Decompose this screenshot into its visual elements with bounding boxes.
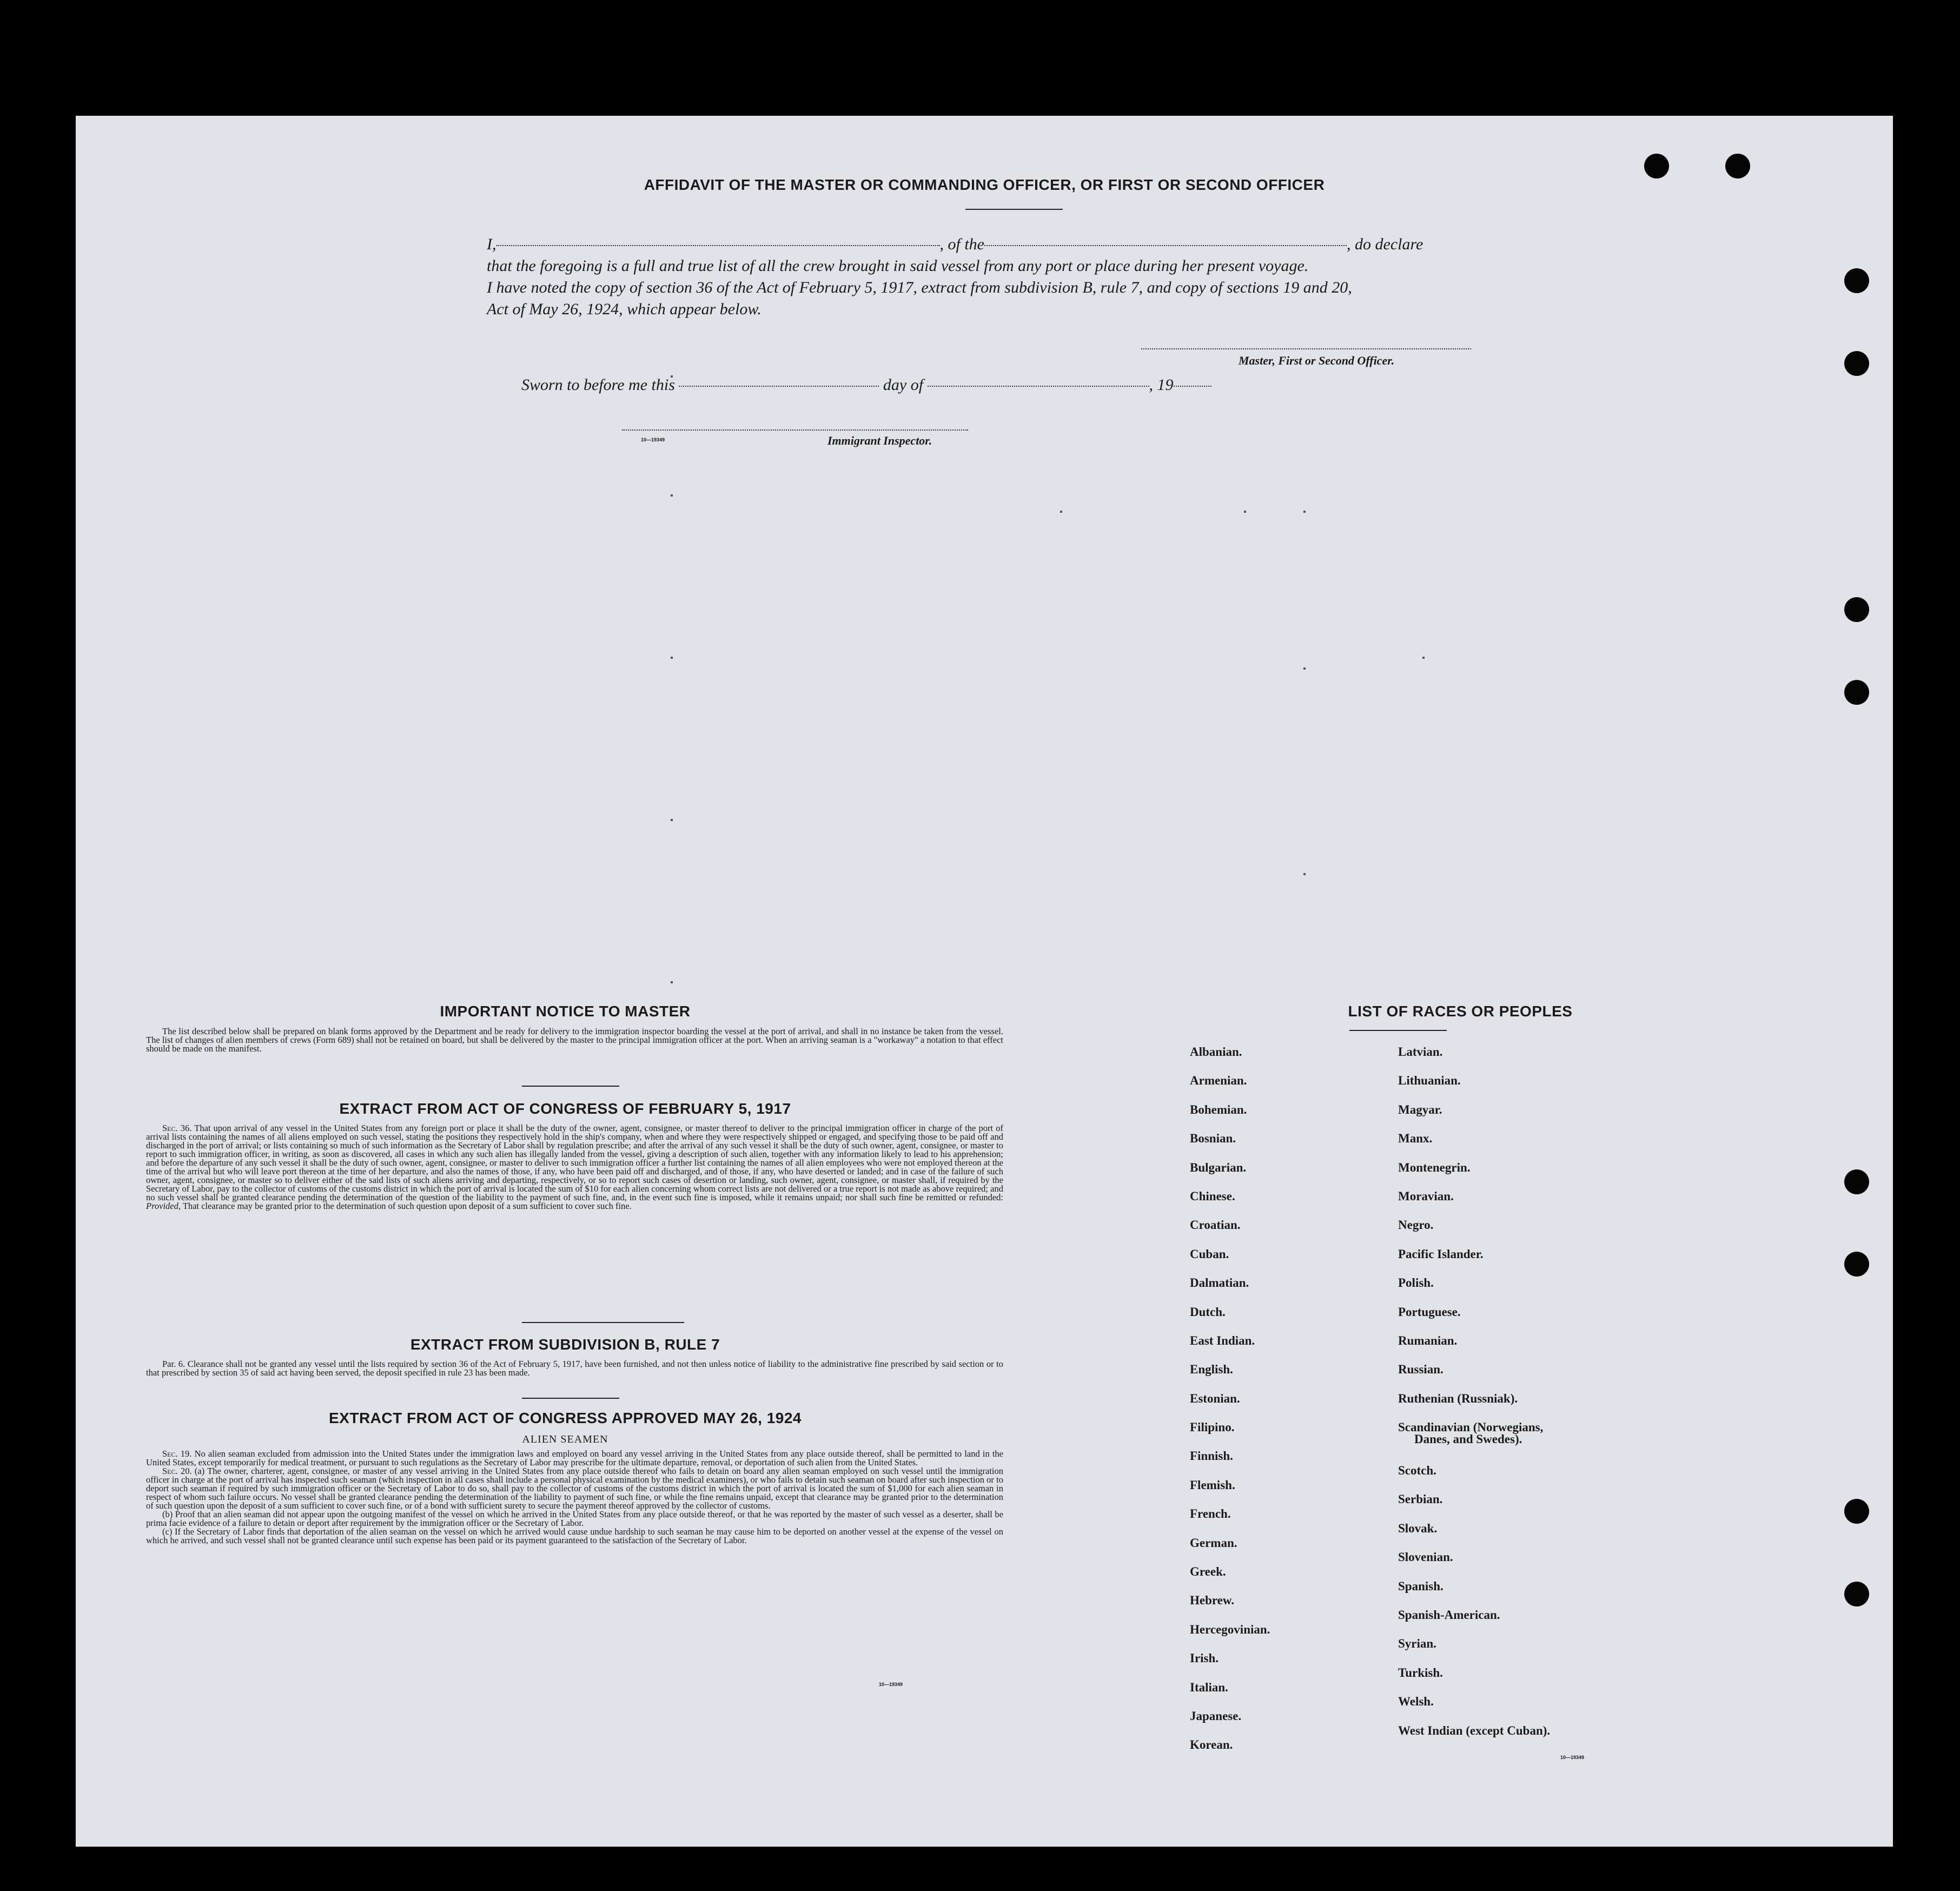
race-item [1398,1392,1550,1420]
race-label: Ruthenian (Russniak). [1398,1391,1518,1405]
race-item [1398,1522,1550,1550]
alien-seamen-subtitle: ALIEN SEAMEN [522,1433,608,1445]
race-label: Slovak. [1398,1521,1438,1535]
race-label: Albanian. [1190,1045,1242,1059]
sec-36-label: Sec. 36. [162,1123,192,1133]
extract-1924-title: EXTRACT FROM ACT OF CONGRESS APPROVED MAY 26, 1924 [329,1410,802,1426]
race-item [1190,1276,1270,1305]
sworn-day-of: day of [883,376,924,394]
race-label: Pacific Islander. [1398,1247,1484,1261]
race-item [1398,1276,1550,1305]
races-title-underline [1349,1030,1447,1031]
race-label: Bohemian. [1190,1102,1247,1116]
race-item [1190,1247,1270,1276]
scan-speck [1303,667,1306,670]
race-item [1398,1550,1550,1579]
extract-1924-text [146,1450,1003,1545]
punch-hole [1844,1169,1869,1194]
race-item [1398,1464,1550,1492]
race-item [1190,1161,1270,1189]
race-item [1190,1420,1270,1449]
race-label: Italian. [1190,1680,1228,1694]
punch-hole [1844,1252,1869,1277]
race-item [1398,1103,1550,1132]
race-item [1398,1305,1550,1334]
race-item [1398,1161,1550,1189]
scan-speck [671,494,673,497]
race-item [1190,1449,1270,1478]
race-item [1190,1363,1270,1391]
race-item [1398,1045,1550,1074]
scan-speck [1303,511,1306,513]
extract-1917-text [146,1124,1003,1211]
races-right-column [1398,1045,1550,1753]
race-label: Dutch. [1190,1305,1226,1319]
race-item [1190,1045,1270,1074]
scan-speck [1303,873,1306,875]
affidavit-line-4: Act of May 26, 1924, which appear below. [487,300,762,318]
race-label: Serbian. [1398,1492,1443,1506]
race-label: Rumanian. [1398,1333,1458,1347]
race-label: Armenian. [1190,1074,1247,1088]
race-label: Cuban. [1190,1247,1229,1261]
sec-19-label: Sec. 19. [162,1449,192,1459]
sec-36-text: That upon arrival of any vessel in the United States from any foreign port or place it shall be the duty of the owner, agent, consignee, or master thereof to deliver to the principal immigration officer in charge of the port of arrival lists containing the names of all aliens employed on such vessel, stating the positions they respectively hold in the ship's company, when and where they were respectively shipped or engaged, and specifying those to be paid off and discharged in the port of arrival; or lists containing so much of such information as the Secretary of Labor shall by regulation prescribe; and after the arrival of any such vessel it shall be the duty of such owner, agent, consignee, or master to report to such immigration officer, in writing, as soon as discovered, all cases in which any such alien has illegally landed from the vessel, giving a description of such alien, together with any information likely to lead to his apprehension; and before the departure of any such vessel it shall be the duty of such owner, agent, consignee, or master to deliver to such immigration officer a further list containing the names of all alien employees who were not employed thereon at the time of the arrival but who will leave port thereon at the time of her departure, and also the names of those, if any, who have been paid off and discharged, and of those, if any, who have deserted or landed; and in case of the failure of such owner, agent, consignee, or master so to deliver either of the said lists of such aliens arriving and departing, respectively, or so to report such cases of desertion or landing, such owner, agent, consignee, or master shall, if required by the Secretary of Labor, pay to the collector of customs of the customs district in which the port of arrival is located the sum of $10 for each alien concerning whom correct lists are not delivered or a true report is not made as above required; and no such vessel shall be granted clearance pending the determination of the question of the liability to the payment of such fine, and, in the event such fine is imposed, while it remains unpaid; nor shall such fine be remitted or refunded: [146,1123,1003,1202]
race-item [1190,1681,1270,1709]
race-label: Hercegovinian. [1190,1622,1270,1636]
divider [522,1398,619,1399]
race-item [1398,1724,1550,1753]
race-item [1398,1637,1550,1665]
form-number: 10—19349 [879,1682,903,1687]
race-label: Dalmatian. [1190,1276,1249,1290]
proviso-label: Provided, [146,1201,181,1211]
races-left-column [1190,1045,1270,1767]
scan-speck [671,981,673,983]
race-item [1398,1189,1550,1218]
sec-20-label: Sec. 20. [162,1466,192,1476]
inspector-caption: Immigrant Inspector. [827,434,932,447]
race-item [1190,1392,1270,1420]
punch-hole [1644,154,1669,178]
punch-hole [1844,597,1869,622]
scan-speck [1060,511,1062,513]
subdivision-b-title: EXTRACT FROM SUBDIVISION B, RULE 7 [410,1336,720,1353]
race-label: West Indian (except Cuban). [1398,1723,1551,1737]
inspector-signature-line [622,429,968,431]
affidavit-line-1 [487,234,1423,255]
punch-hole [1844,351,1869,376]
race-label: Korean. [1190,1738,1233,1752]
race-item [1398,1695,1550,1723]
race-label: East Indian. [1190,1333,1255,1347]
race-label: Greek. [1190,1565,1226,1579]
race-label: Montenegrin. [1398,1160,1471,1174]
sworn-line [521,374,1211,396]
title-underline [965,209,1063,210]
race-item [1398,1579,1550,1608]
scan-speck [1244,511,1246,513]
race-label: Irish. [1190,1651,1219,1665]
subdivision-b-text [146,1360,1003,1377]
race-label: Bosnian. [1190,1132,1236,1146]
signature-line [1141,348,1471,349]
race-label: French. [1190,1507,1231,1521]
race-label: Magyar. [1398,1102,1442,1116]
race-item [1398,1492,1550,1521]
race-item [1190,1132,1270,1160]
race-item [1398,1218,1550,1247]
race-item [1190,1189,1270,1218]
race-item [1398,1132,1550,1160]
race-label: Spanish-American. [1398,1608,1500,1622]
race-label: Syrian. [1398,1637,1436,1651]
race-item [1398,1363,1550,1391]
affidavit-title: AFFIDAVIT OF THE MASTER OR COMMANDING OFFICER, OR FIRST OR SECOND OFFICER [644,176,1325,193]
race-item [1190,1507,1270,1536]
race-label: Flemish. [1190,1478,1235,1492]
race-item [1190,1536,1270,1565]
sec-20a-text: (a) The owner, charterer, agent, consignee, or master of any vessel arriving in the United States from any place outside thereof who fails to detain on board any alien seaman employed on such vessel until the immigration officer in charge at the port of arrival has inspected such seaman (which inspection in all cases shall include a personal physical examination by the medical examiners), or who fails to detain such seaman on board after such inspection or to deport such seaman if required by such immigration officer or the Secretary of Labor to do so, shall pay to the collector of customs of the customs district in which the port of arrival is located the sum of $1,000 for each alien seaman in respect of whom such failure occurs. No vessel shall be granted clearance pending the determination of the liability to payment of such fine, or while the fine remains unpaid, except that clearance may be granted prior to the determination of such question upon the deposit of a sum sufficient to cover such fine, or of a bond with sufficient surety to secure the payment thereof approved by the collector of customs. [146,1466,1004,1511]
race-item [1190,1305,1270,1334]
notice-text [146,1027,1003,1053]
form-number: 10—19349 [1560,1755,1585,1760]
race-label: Polish. [1398,1276,1434,1290]
race-label: Croatian. [1190,1218,1241,1232]
form-sheet [76,116,1893,1847]
divider [522,1086,619,1087]
race-item [1398,1666,1550,1695]
sworn-year: , 19 [1149,376,1174,394]
race-label: Estonian. [1190,1391,1240,1405]
affidavit-i: I, [487,235,496,253]
race-item [1190,1074,1270,1102]
race-item [1398,1334,1550,1363]
race-item [1398,1074,1550,1102]
race-item [1190,1651,1270,1680]
race-item [1190,1709,1270,1738]
race-label-continuation: Danes, and Swedes). [1414,1432,1522,1446]
race-item [1190,1594,1270,1622]
signature-caption: Master, First or Second Officer. [1239,354,1395,367]
race-label: Spanish. [1398,1579,1443,1593]
affidavit-of-the: , of the [939,235,984,253]
punch-hole [1725,154,1750,178]
race-label: Lithuanian. [1398,1074,1461,1088]
race-label: Chinese. [1190,1189,1235,1203]
punch-hole [1844,1582,1869,1606]
race-label: Scandinavian (Norwegians, [1398,1420,1544,1434]
form-number: 10—19349 [641,437,665,442]
race-item [1190,1334,1270,1363]
extract-1917-title: EXTRACT FROM ACT OF CONGRESS OF FEBRUARY 5, 1917 [339,1100,791,1117]
race-item [1190,1218,1270,1247]
race-item [1398,1420,1550,1464]
race-item [1190,1565,1270,1594]
race-label: Negro. [1398,1218,1434,1232]
scan-speck [671,657,673,659]
race-label: Turkish. [1398,1665,1443,1680]
race-label: Bulgarian. [1190,1160,1247,1174]
race-item [1190,1103,1270,1132]
notice-title: IMPORTANT NOTICE TO MASTER [440,1003,691,1020]
race-label: Japanese. [1190,1709,1242,1723]
race-item [1190,1738,1270,1767]
race-label: Russian. [1398,1363,1443,1377]
scan-speck [1422,657,1425,659]
race-label: Portuguese. [1398,1305,1461,1319]
affidavit-do-declare: , do declare [1347,235,1423,253]
race-item [1398,1608,1550,1637]
race-label: Finnish. [1190,1449,1233,1463]
race-label: German. [1190,1536,1237,1550]
punch-hole [1844,268,1869,293]
sworn-prefix: Sworn to before me this [521,376,675,394]
punch-hole [1844,680,1869,705]
race-label: Latvian. [1398,1045,1443,1059]
race-item [1190,1478,1270,1507]
race-label: Moravian. [1398,1189,1454,1203]
par-6-text: Par. 6. Clearance shall not be granted any vessel until the lists required by section 36 of the Act of February 5, 1917, have been furnished, and not then unless notice of liability to the administrative fine prescribed by said section or to that prescribed by section 35 of said act having been served, the deposit specified in rule 23 has been made. [146,1359,1003,1378]
affidavit-line-2: that the foregoing is a full and true list of all the crew brought in said vessel from any port or place during her present voyage. [487,257,1309,275]
race-label: Slovenian. [1398,1550,1453,1564]
race-item [1190,1623,1270,1651]
sec-20c-text: (c) If the Secretary of Labor finds that deportation of the alien seaman on the vessel on which he arrived would cause undue hardship to such seaman he may cause him to be deported on another vessel at the expense of the vessel on which he arrived, and such vessel shall not be granted clearance until such expense has been paid or its payment guaranteed to the satisfaction of the Secretary of Labor. [146,1526,1003,1545]
punch-hole [1844,1499,1869,1524]
affidavit-line-3: I have noted the copy of section 36 of the Act of February 5, 1917, extract from subdivision B, rule 7, and copy of sections 19 and 20, [487,279,1352,296]
notice-paragraph: The list described below shall be prepared on blank forms approved by the Department and be ready for delivery to the immigration inspector boarding the vessel at the port of arrival, and shall in no instance be taken from the vessel. The list of changes of alien members of crews (Form 689) shall not be retained on board, but shall be delivered by the master to the principal immigration officer at the port. When an arriving seaman is a "workaway" a notation to that effect should be made on the manifest. [146,1026,1003,1054]
races-title: LIST OF RACES OR PEOPLES [1348,1003,1573,1020]
proviso-text: That clearance may be granted prior to the determination of such question upon deposit of a sum sufficient to cover such fine. [182,1201,632,1211]
race-label: Welsh. [1398,1695,1434,1709]
sec-20b-text: (b) Proof that an alien seaman did not appear upon the outgoing manifest of the vessel on which he arrived in the United States from any place outside thereof, or that he was reported by the master of such vessel as a deserter, shall be prima facie evidence of a failure to detain or deport after requirement by the immigration officer or the Secretary of Labor. [146,1509,1003,1528]
sec-19-text: No alien seaman excluded from admission into the United States under the immigration laws and employed on board any vessel arriving in the United States from any place outside thereof, shall be permitted to land in the United States, except temporarily for medical treatment, or pursuant to such regulations as the Secretary of Labor may prescribe for the ultimate departure, removal, or deportation of such alien from the United States. [146,1449,1003,1467]
race-label: Scotch. [1398,1464,1436,1478]
scan-speck [671,819,673,821]
race-label: Filipino. [1190,1420,1235,1434]
race-label: Manx. [1398,1132,1433,1146]
race-label: Hebrew. [1190,1594,1234,1608]
race-label: English. [1190,1363,1233,1377]
race-item [1398,1247,1550,1276]
divider [522,1322,684,1323]
